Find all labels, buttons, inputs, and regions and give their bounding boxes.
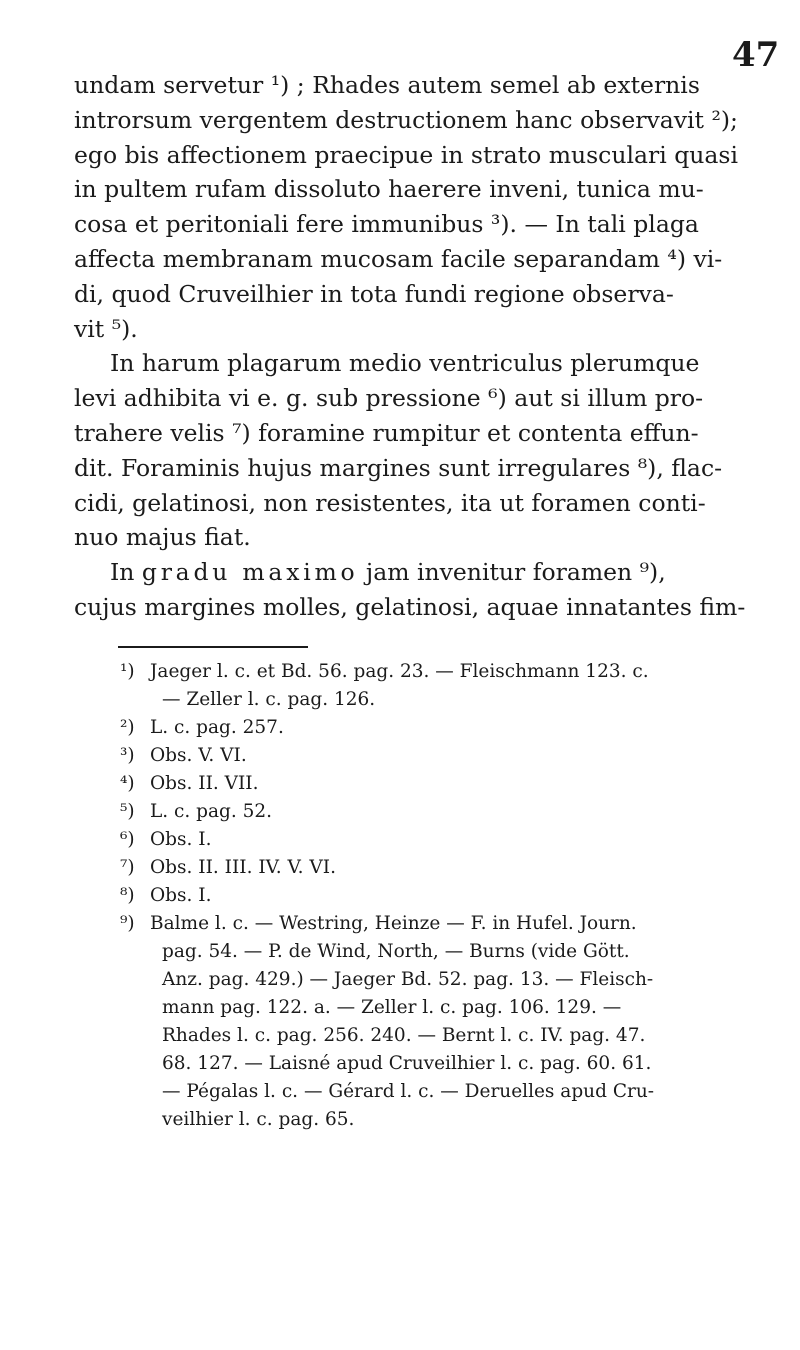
footnote-9-continuation: veilhier l. c. pag. 65.	[162, 1109, 355, 1130]
footnote-text: Jaeger l. c. et Bd. 56. pag. 23. — Fleischmann 123. c.	[150, 661, 649, 682]
spaced-line-rest: jam invenitur foramen ⁹),	[358, 558, 666, 587]
body-line: trahere velis ⁷) foramine rumpitur et contenta effun-	[74, 418, 699, 447]
body-line: vit ⁵).	[74, 314, 138, 343]
body-line: nuo majus fiat.	[74, 523, 251, 552]
footnote-9-continuation: — Pégalas l. c. — Gérard l. c. — Deruelles apud Cru-	[162, 1081, 654, 1102]
footnote-text: Balme l. c. — Westring, Heinze — F. in Hufel. Journ.	[150, 913, 637, 934]
footnotes	[120, 658, 780, 1134]
footnote-9-continuation: mann pag. 122. a. — Zeller l. c. pag. 106. 129. —	[162, 997, 622, 1018]
spaced-line-lead: In	[110, 558, 142, 587]
footnote-text: L. c. pag. 257.	[150, 717, 284, 738]
footnote-2	[120, 714, 780, 742]
footnote-number: ³)	[120, 745, 135, 766]
footnote-number: ²)	[120, 717, 135, 738]
footnote-separator	[118, 646, 308, 648]
footnote-text: Obs. V. VI.	[150, 745, 247, 766]
footnote-9-continuation: pag. 54. — P. de Wind, North, — Burns (vide Gött.	[162, 941, 630, 962]
body-line-spaced	[74, 555, 770, 590]
footnote-9	[120, 910, 780, 938]
footnote-text: L. c. pag. 52.	[150, 801, 273, 822]
page-number: 47	[732, 35, 780, 75]
footnote-number: ⁷)	[120, 857, 135, 878]
footnote-text: Obs. I.	[150, 829, 212, 850]
footnote-text: Obs. II. III. IV. V. VI.	[150, 857, 336, 878]
footnote-7	[120, 854, 780, 882]
body-line: cosa et peritoniali fere immunibus ³). — In tali plaga	[74, 210, 699, 239]
body-line: undam servetur ¹) ; Rhades autem semel ab externis	[74, 71, 700, 99]
footnote-8	[120, 882, 780, 910]
body-line: cidi, gelatinosi, non resistentes, ita ut foramen conti-	[74, 488, 706, 517]
body-line: cujus margines molles, gelatinosi, aquae innatantes fim-	[74, 592, 746, 621]
body-line: in pultem rufam dissoluto haerere inveni, tunica mu-	[74, 175, 704, 204]
footnote-6	[120, 826, 780, 854]
body-text	[74, 68, 770, 625]
footnote-number: ⁶)	[120, 829, 135, 850]
body-line: In harum plagarum medio ventriculus plerumque	[110, 349, 700, 378]
footnote-4	[120, 770, 780, 798]
body-line: ego bis affectionem praecipue in strato musculari quasi	[74, 140, 738, 169]
body-line: affecta membranam mucosam facile separandam ⁴) vi-	[74, 244, 723, 273]
footnote-9-continuation: Anz. pag. 429.) — Jaeger Bd. 52. pag. 13. — Fleisch-	[162, 969, 654, 990]
body-line: levi adhibita vi e. g. sub pressione ⁶) aut si illum pro-	[74, 384, 704, 413]
footnote-text: Obs. II. VII.	[150, 773, 259, 794]
footnote-number: ⁸)	[120, 885, 135, 906]
footnote-5	[120, 798, 780, 826]
footnote-1	[120, 658, 780, 686]
footnote-3	[120, 742, 780, 770]
footnote-number: ¹)	[120, 661, 135, 682]
spaced-emphasis: gradu maximo	[141, 558, 359, 587]
footnote-number: ⁴)	[120, 773, 135, 794]
footnote-9-continuation: 68. 127. — Laisné apud Cruveilhier l. c. pag. 60. 61.	[162, 1053, 652, 1074]
footnote-number: ⁵)	[120, 801, 135, 822]
body-line: introrsum vergentem destructionem hanc observavit ²);	[74, 105, 738, 134]
footnote-1-continuation: — Zeller l. c. pag. 126.	[162, 689, 376, 710]
body-line: dit. Foraminis hujus margines sunt irregulares ⁸), flac-	[74, 453, 723, 482]
footnote-number: ⁹)	[120, 913, 135, 934]
footnote-text: Obs. I.	[150, 885, 212, 906]
footnote-9-continuation: Rhades l. c. pag. 256. 240. — Bernt l. c. IV. pag. 47.	[162, 1025, 646, 1046]
body-line: di, quod Cruveilhier in tota fundi regione observa-	[74, 279, 674, 308]
